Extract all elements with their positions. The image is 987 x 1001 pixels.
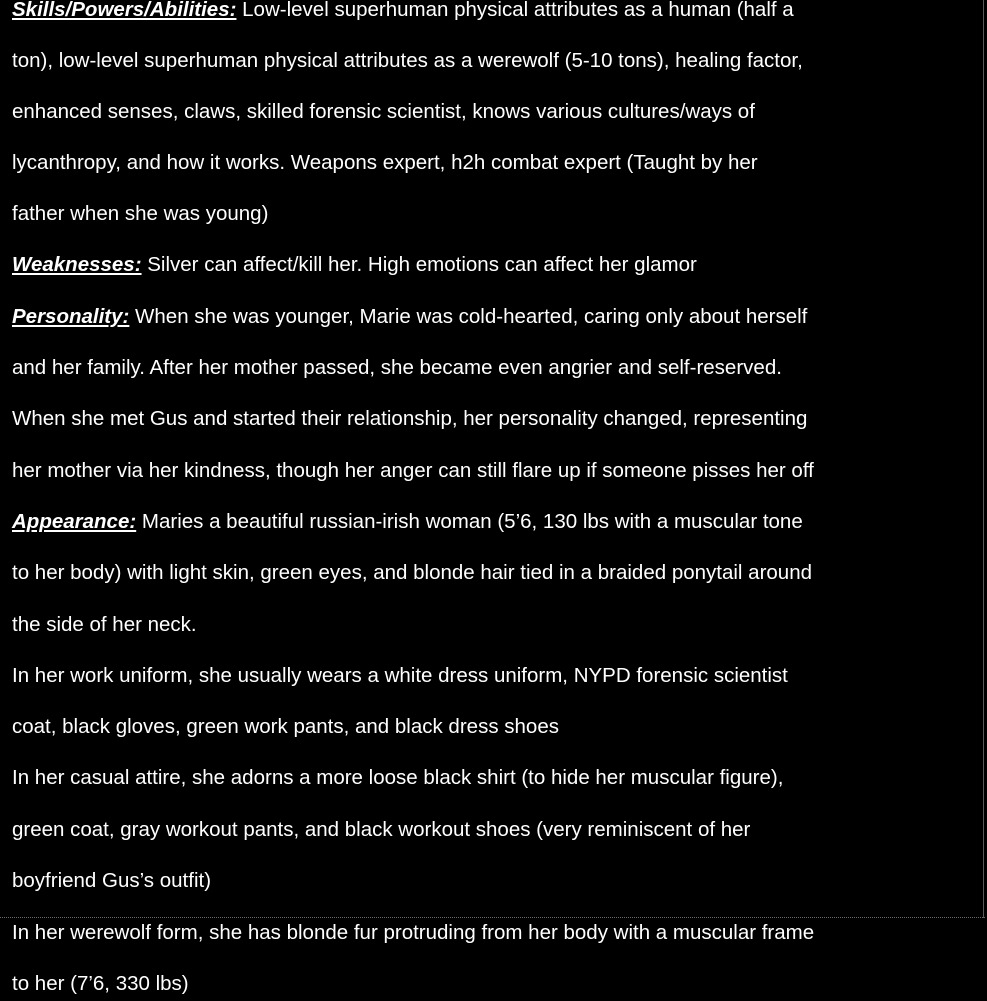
personality-line-1	[12, 305, 807, 329]
werewolf-form-line-2: to her (7’6, 330 lbs)	[12, 972, 189, 995]
casual-attire-line-3: boyfriend Gus’s outfit)	[12, 869, 212, 892]
appearance-line-1	[12, 510, 803, 534]
skills-line-1	[12, 0, 794, 22]
skills-line-3: enhanced senses, claws, skilled forensic scientist, knows various cultures/ways of	[12, 100, 755, 123]
personality-line-2: and her family. After her mother passed, she became even angrier and self-reserved.	[12, 356, 782, 379]
weaknesses-text: Silver can affect/kill her. High emotions can affect her glamor	[141, 253, 697, 276]
personality-line-3: When she met Gus and started their relationship, her personality changed, representing	[12, 407, 808, 430]
appearance-line-2: to her body) with light skin, green eyes, and blonde hair tied in a braided ponytail around	[12, 561, 813, 584]
skills-line-4: lycanthropy, and how it works. Weapons expert, h2h combat expert (Taught by her	[12, 151, 758, 174]
casual-attire-line-1: In her casual attire, she adorns a more loose black shirt (to hide her muscular figure),	[12, 766, 784, 789]
work-uniform-line-1: In her work uniform, she usually wears a white dress uniform, NYPD forensic scientist	[12, 664, 788, 687]
appearance-heading: Appearance:	[12, 510, 137, 533]
skills-heading: Skills/Powers/Abilities:	[12, 0, 237, 21]
appearance-line-3: the side of her neck.	[12, 613, 197, 636]
appearance-text: Maries a beautiful russian-irish woman (5’6, 130 lbs with a muscular tone	[136, 510, 803, 533]
personality-text: When she was younger, Marie was cold-hearted, caring only about herself	[129, 305, 808, 328]
skills-line-2: ton), low-level superhuman physical attributes as a werewolf (5-10 tons), healing factor,	[12, 49, 803, 72]
weaknesses-line-1	[12, 253, 697, 277]
skills-line-5: father when she was young)	[12, 202, 269, 225]
page-right-edge	[983, 0, 984, 918]
casual-attire-line-2: green coat, gray workout pants, and black workout shoes (very reminiscent of her	[12, 818, 751, 841]
werewolf-form-line-1: In her werewolf form, she has blonde fur protruding from her body with a muscular frame	[12, 921, 815, 944]
skills-text: Low-level superhuman physical attributes as a human (half a	[236, 0, 794, 21]
weaknesses-heading: Weaknesses:	[12, 253, 142, 276]
personality-heading: Personality:	[12, 305, 130, 328]
work-uniform-line-2: coat, black gloves, green work pants, and black dress shoes	[12, 715, 559, 738]
page-break-divider	[0, 917, 985, 918]
personality-line-4: her mother via her kindness, though her anger can still flare up if someone pisses her off	[12, 459, 814, 482]
